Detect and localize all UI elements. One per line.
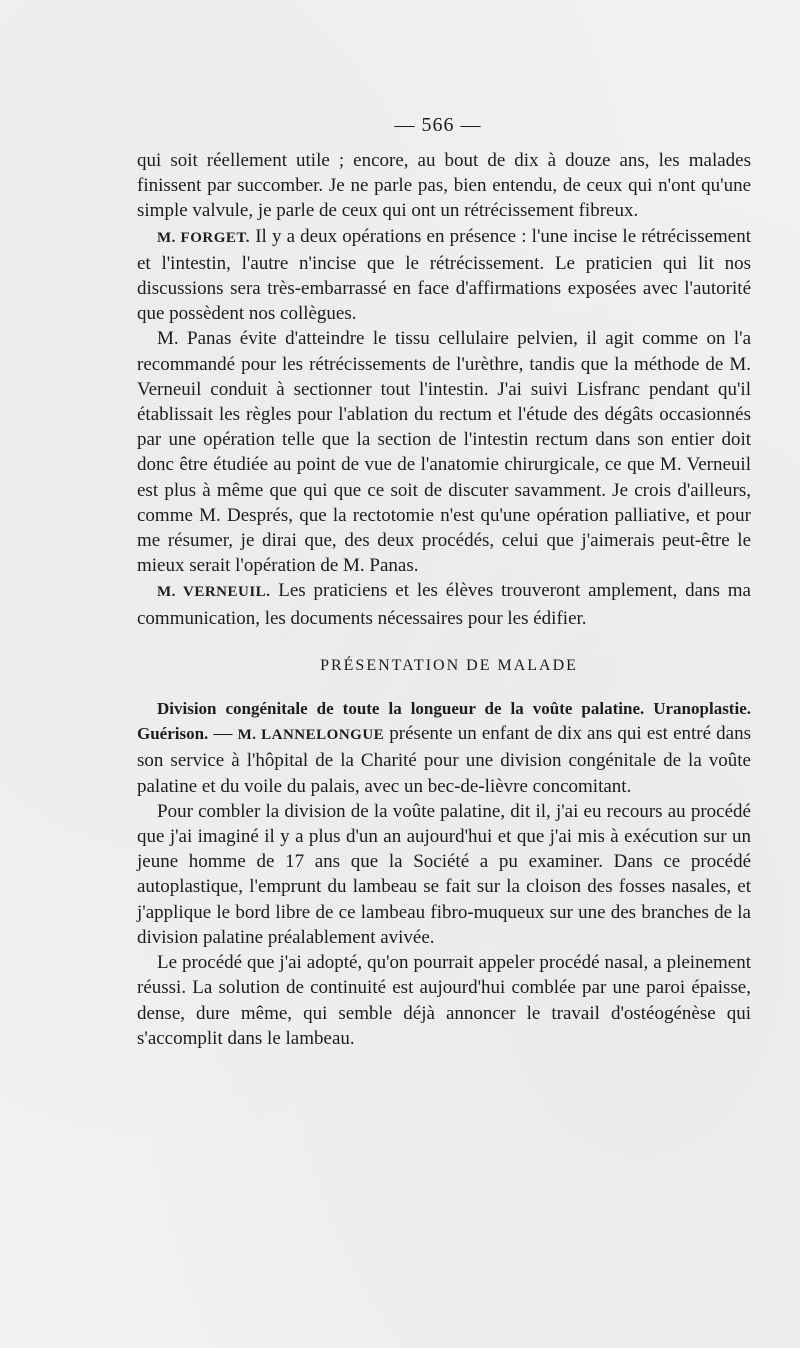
paragraph-procede: Le procédé que j'ai adopté, qu'on pourrait appeler procédé nasal, a pleinement réussi. La solution de continuité est aujourd'hui comblée par une paroi épaisse, dense, dure même, qui semble déjà annoncer le travail d'ostéogénèse qui s'accomplit dans le lambeau. bbox=[137, 952, 751, 1049]
page-body bbox=[137, 148, 751, 1051]
page-number: — 566 — bbox=[394, 114, 482, 136]
case-title: Division congénitale de toute la longueur de la voûte palatine. Uranoplastie. Guérison. bbox=[137, 699, 751, 744]
paragraph-case bbox=[137, 696, 751, 799]
section-title: PRÉSENTATION DE MALADE bbox=[320, 656, 578, 674]
speaker-lannelongue: M. LANNELONGUE bbox=[237, 727, 385, 744]
speaker-forget: M. FORGET. bbox=[157, 229, 251, 246]
paragraph-panas: M. Panas évite d'atteindre le tissu cellulaire pelvien, il agit comme on l'a recommandé pour les rétrécissements de l'urèthre, tandis que la méthode de M. Verneuil conduit à sectionner tout l'intestin. J'ai suivi Lisfranc pendant qu'il établissait les règles pour l'ablation du rectum et l'étude des dégâts occasionnés par une opération telle que la section de l'intestin rectum dans son entier doit donc être étudiée au point de vue de l'anatomie chirurgicale, ce que M. Verneuil est plus à même que qui que ce soit de discuter savamment. Je crois d'ailleurs, comme M. Després, que la rectotomie n'est qu'une opération palliative, et pour me résumer, je dirai que, des deux procédés, celui que j'aimerais peut-être le mieux serait l'opération de M. Panas. bbox=[137, 328, 751, 577]
speaker-verneuil: M. VERNEUIL. bbox=[157, 584, 271, 601]
paragraph-continuation: qui soit réellement utile ; encore, au bout de dix à douze ans, les malades finissent par succomber. Je ne parle pas, bien entendu, de ceux qui n'ont qu'une simple valvule, je parle de ceux qui ont un rétrécissement fibreux. bbox=[137, 150, 751, 222]
forget-remarks: Il y a deux opérations en présence : l'une incise le rétrécissement et l'intestin, l'autre n'incise que le rétrécissement. Le praticien qui lit nos discussions sera très-embarrassé en face d'affirmations exposées avec l'autorité que possèdent nos collègues. bbox=[137, 225, 752, 325]
verneuil-remarks: Les praticiens et les élèves trouveront amplement, dans ma communication, les documents nécessaires pour les édifier. bbox=[137, 580, 751, 629]
case-dash: — bbox=[208, 723, 238, 745]
paragraph-verneuil bbox=[137, 578, 751, 630]
paragraph-combler: Pour combler la division de la voûte palatine, dit il, j'ai eu recours au procédé que j'ai imaginé il y a plus d'un an aujourd'hui et que j'ai mis à exécution sur un jeune homme de 17 ans que la Société a pu examiner. Dans ce procédé autoplastique, l'emprunt du lambeau se fait sur la cloison des fosses nasales, et j'applique le bord libre de ce lambeau fibro-muqueux sur une des branches de la division palatine préalablement avivée. bbox=[137, 800, 751, 948]
case-text: présente un enfant de dix ans qui est entré dans son service à l'hôpital de la Charité pour une division congénitale de la voûte palatine et du voile du palais, avec un bec-de-lièvre concomitant. bbox=[137, 723, 751, 797]
paragraph-forget bbox=[137, 224, 751, 327]
